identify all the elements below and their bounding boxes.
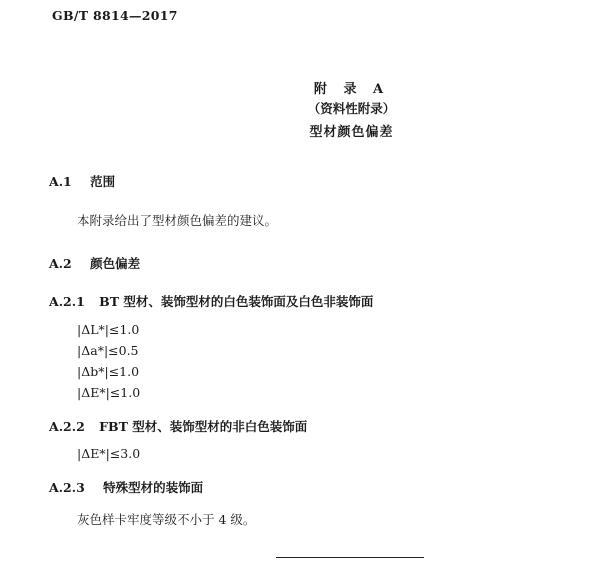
formula-delta-e-nonwhite: |ΔE*|≤3.0 xyxy=(77,446,141,461)
formula-delta-l: |ΔL*|≤1.0 xyxy=(77,322,140,337)
end-rule xyxy=(276,557,424,558)
annex-name: 型材颜色偏差 xyxy=(309,125,394,140)
section-a1-title: 范围 xyxy=(90,174,116,189)
section-a23-heading xyxy=(49,478,203,496)
section-a22-title: FBT 型材、装饰型材的非白色装饰面 xyxy=(99,419,308,434)
section-a22-heading xyxy=(49,417,307,435)
section-a23-number: A.2.3 xyxy=(49,480,85,495)
section-a22-number: A.2.2 xyxy=(49,419,85,434)
section-a21-number: A.2.1 xyxy=(49,294,85,309)
section-a1-number: A.1 xyxy=(49,174,72,189)
section-a2-number: A.2 xyxy=(49,256,72,271)
section-a2-heading xyxy=(49,254,140,272)
section-a23-text: 灰色样卡牢度等级不小于 4 级。 xyxy=(77,512,256,527)
standard-number: GB/T 8814—2017 xyxy=(52,8,178,23)
section-a23-title: 特殊型材的装饰面 xyxy=(103,480,204,495)
section-a2-title: 颜色偏差 xyxy=(90,256,141,271)
section-a21-title: BT 型材、装饰型材的白色装饰面及白色非装饰面 xyxy=(99,294,374,309)
section-a21-heading xyxy=(49,292,373,310)
formula-delta-e: |ΔE*|≤1.0 xyxy=(77,385,141,400)
annex-title: 附 录 A xyxy=(313,82,390,97)
formula-delta-b: |Δb*|≤1.0 xyxy=(77,364,140,379)
formula-delta-a: |Δa*|≤0.5 xyxy=(77,343,139,358)
section-a1-text: 本附录给出了型材颜色偏差的建议。 xyxy=(77,213,278,228)
annex-type: （资料性附录） xyxy=(307,101,396,116)
section-a1-heading xyxy=(49,172,115,190)
